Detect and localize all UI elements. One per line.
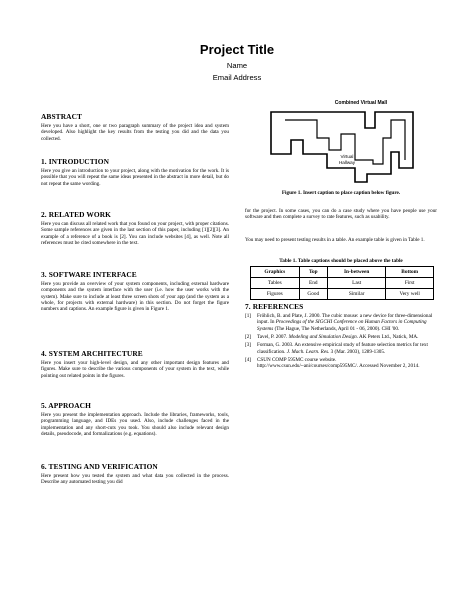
- system-architecture-section: [41, 349, 229, 379]
- reference-number: [3]: [245, 342, 251, 349]
- references-heading: 7. REFERENCES: [245, 302, 304, 311]
- diagram-label-mall: Combined Virtual Mall: [334, 100, 388, 106]
- reference-item: [245, 342, 437, 355]
- reference-item: [245, 357, 437, 370]
- testing-body: Here present how you tested the system and what data you collected in the process. Describe any automated testing you did: [41, 473, 229, 486]
- testing-section: [41, 462, 229, 486]
- related-work-body: Here you can discuss all related work that you found on your project, with proper citations. Some sample references are given in the last section of this paper, including [1][2][3]. An example of a reference of a book is [2]. You can include websites [4], as well. Note all references must be cited somewhere in the text.: [41, 221, 229, 247]
- reference-text: Fröhlich, B. and Plate, J. 2000. The cubic mouse: a new device for three-dimensional input. In Proceedings of the SIGCHI Conference on Human Factors in Computing Systems (The Hague, The Netherlands, April 01 - 06, 2000). CHI '00.: [257, 313, 433, 332]
- system-architecture-body: Here you insert your high-level design, and any other important design features and figures. Make sure to describe the various components of your system in the text, while pointing out related points in the figures.: [41, 360, 229, 379]
- testing-heading: 6. TESTING AND VERIFICATION: [41, 462, 158, 471]
- introduction-heading: 1. INTRODUCTION: [41, 157, 110, 166]
- software-interface-heading: 3. SOFTWARE INTERFACE: [41, 270, 137, 279]
- paper-title: Project Title: [199, 42, 275, 57]
- table-cell: Last: [327, 278, 385, 289]
- diagram-label-hallway: Hallway: [338, 160, 356, 165]
- reference-text: [257, 357, 437, 370]
- software-interface-body: Here you provide an overview of your system components, including external hardware components and the system interface with the user (i.e. how the user works with the system). Make sure to include at least three screen shots of your app (and the system as a whole, for projects with external hardware) in this section. Do not forget the figure numbers and captions. An example figure is given in Figure 1.: [41, 281, 229, 313]
- abstract-section: [41, 112, 229, 142]
- reference-link[interactable]: CSUN COMP 595MC course website. http://www.csun.edu/~ani/courses/comp595MC/. Accessed November 2, 2014.: [257, 357, 420, 370]
- table-cell: Figures: [251, 289, 300, 300]
- table-cell: Very well: [386, 289, 434, 300]
- table-header-cell: Bottom: [386, 267, 434, 278]
- reference-number: [2]: [245, 334, 251, 341]
- approach-heading: 5. APPROACH: [41, 401, 91, 410]
- reference-text: Forman, G. 2003. An extensive empirical study of feature selection metrics for text classification. J. Mach. Learn. Res. 3 (Mar. 2003), 1289-1305.: [257, 342, 428, 355]
- diagram-label-virtual: Virtual: [340, 154, 354, 159]
- references-section: [245, 302, 437, 372]
- table-caption: Table 1. Table captions should be placed above the table: [279, 258, 403, 264]
- abstract-heading: ABSTRACT: [41, 112, 83, 121]
- virtual-mall-diagram: [263, 98, 433, 186]
- table-cell: Good: [299, 289, 327, 300]
- table-row: [251, 278, 434, 289]
- author-email: Email Address: [212, 73, 262, 82]
- reference-text: Tavel, P. 2007. Modeling and Simulation Design. AK Peters Ltd., Natick, MA.: [257, 334, 419, 341]
- table-header-cell: In-between: [327, 267, 385, 278]
- reference-item: [245, 313, 437, 332]
- related-work-section: [41, 210, 229, 246]
- results-table: [250, 266, 434, 300]
- introduction-body: Here you give an introduction to your project, along with the motivation for the work. It is possible that you will repeat the same ideas presented in the abstract in more detail, but do not repeat the same wording.: [41, 168, 229, 187]
- table-cell: First: [386, 278, 434, 289]
- table-header-cell: Graphics: [251, 267, 300, 278]
- approach-section: [41, 401, 229, 437]
- testing-continued-paragraph: for the project. In some cases, you can do a case study where you have people use your software and then complete a survey to rate features, such as usability.: [245, 208, 437, 221]
- introduction-section: [41, 157, 229, 187]
- abstract-body: Here you have a short, one or two paragraph summary of the project idea and system developed. Also highlight the key results from the testing you did and the data you collected.: [41, 123, 229, 142]
- table-intro-paragraph: You may need to present testing results in a table. An example table is given in Table 1.: [245, 237, 425, 243]
- table-header-cell: Top: [299, 267, 327, 278]
- table-cell: Tables: [251, 278, 300, 289]
- reference-item: [245, 334, 437, 340]
- author-name: Name: [226, 61, 248, 70]
- table-cell: End: [299, 278, 327, 289]
- table-row: [251, 289, 434, 300]
- table-cell: Similar: [327, 289, 385, 300]
- mall-outline: [271, 112, 413, 182]
- approach-body: Here you present the implementation approach. Include the libraries, frameworks, tools, programming language, and IDEs you used. Also, include challenges faced in the implementation and any short-cuts you took. You should also include relevant design details, pseudocode, and formalizations (e.g. equations).: [41, 412, 229, 438]
- reference-number: [4]: [245, 357, 251, 364]
- system-architecture-heading: 4. SYSTEM ARCHITECTURE: [41, 349, 143, 358]
- figure-caption: Figure 1. Insert caption to place caption below figure.: [281, 190, 401, 196]
- software-interface-section: [41, 270, 229, 313]
- related-work-heading: 2. RELATED WORK: [41, 210, 112, 219]
- reference-number: [1]: [245, 313, 251, 319]
- table-header-row: [251, 267, 434, 278]
